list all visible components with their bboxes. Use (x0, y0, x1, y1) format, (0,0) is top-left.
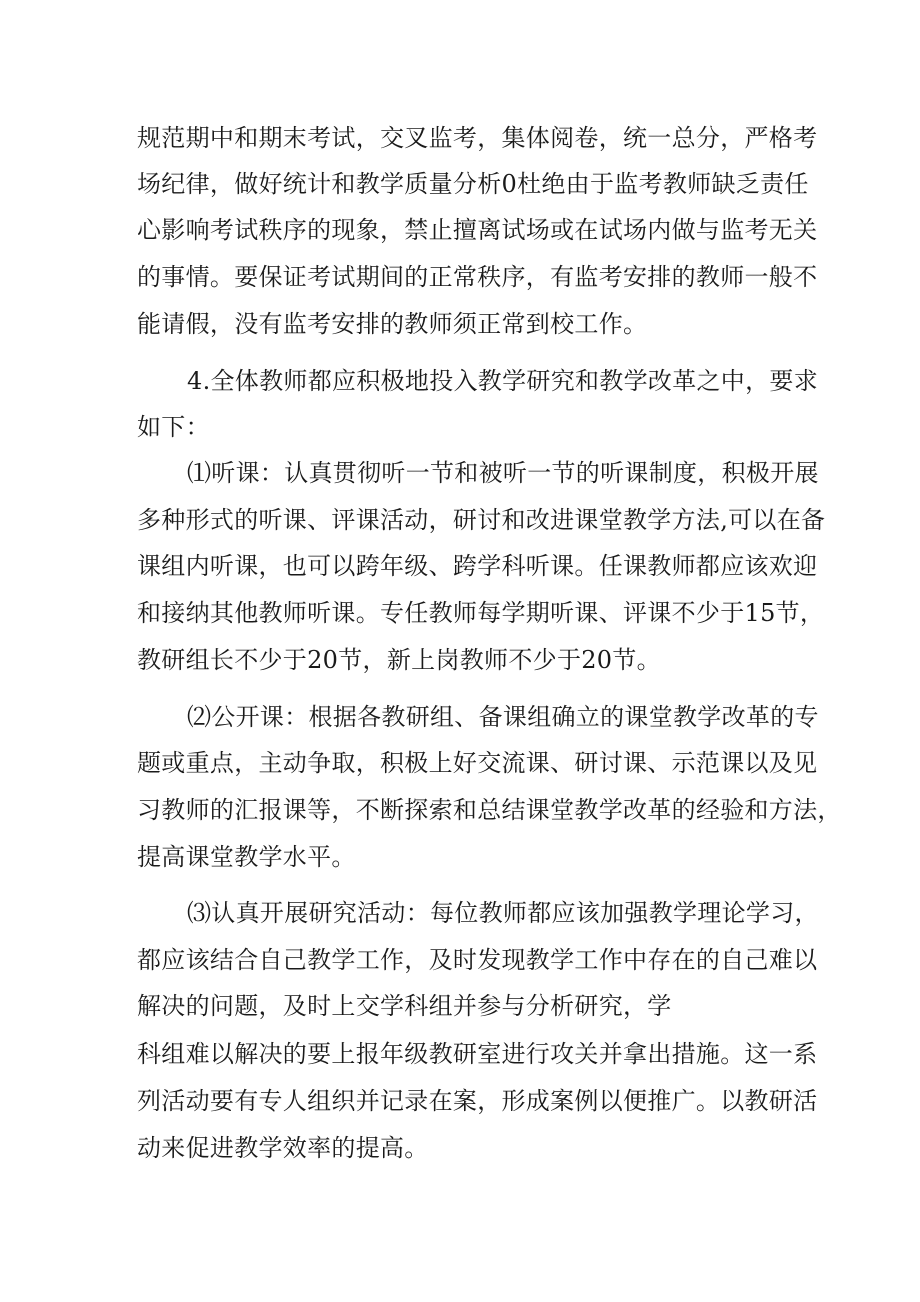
text-line: 题或重点，主动争取，积极上好交流课、研讨课、示范课以及见 (137, 749, 818, 777)
text-line: 课组内听课，也可以跨年级、跨学科听课。任课教师都应该欢迎 (137, 552, 818, 580)
text-line: 动来促进教学效率的提高。 (137, 1134, 429, 1162)
text-line: 都应该结合自己教学工作，及时发现教学工作中存在的自己难以 (137, 946, 818, 974)
text-line: 的事情。要保证考试期间的正常秩序，有监考安排的教师一般不 (137, 263, 818, 291)
paragraph-4-heading: 4.全体教师都应积极地投入教学研究和教学改革之中，要求 (187, 367, 818, 395)
item-3-research-activity: ⑶认真开展研究活动：每位教师都应该加强教学理论学习， (187, 899, 819, 927)
text-line: 场纪律，做好统计和教学质量分析0杜绝由于监考教师缺乏责任 (137, 170, 809, 198)
text-line: 和接纳其他教师听课。专任教师每学期听课、评课不少于15节， (137, 599, 825, 627)
text-line: 习教师的汇报课等，不断探索和总结课堂教学改革的经验和方法， (137, 796, 842, 824)
text-line: 规范期中和期末考试，交叉监考，集体阅卷，统一总分，严格考 (137, 124, 818, 152)
text-line: 解决的问题，及时上交学科组并参与分析研究，学 (137, 992, 672, 1020)
text-line: 心影响考试秩序的现象，禁止擅离试场或在试场内做与监考无关 (137, 216, 818, 244)
item-1-listen-class: ⑴听课：认真贯彻听一节和被听一节的听课制度，积极开展 (187, 459, 819, 487)
text-line: 能请假，没有监考安排的教师须正常到校工作。 (137, 310, 648, 338)
item-2-open-class: ⑵公开课：根据各教研组、备课组确立的课堂教学改革的专 (187, 703, 819, 731)
text-line: 如下： (137, 413, 210, 441)
text-line: 列活动要有专人组织并记录在案，形成案例以便推广。以教研活 (137, 1087, 818, 1115)
text-line: 提高课堂教学水平。 (137, 843, 356, 871)
text-line: 多种形式的听课、评课活动，研讨和改进课堂教学方法,可以在备 (137, 506, 826, 534)
text-line: 科组难以解决的要上报年级教研室进行攻关并拿出措施。这一系 (137, 1040, 818, 1068)
text-line: 教研组长不少于20节，新上岗教师不少于20节。 (137, 646, 661, 674)
